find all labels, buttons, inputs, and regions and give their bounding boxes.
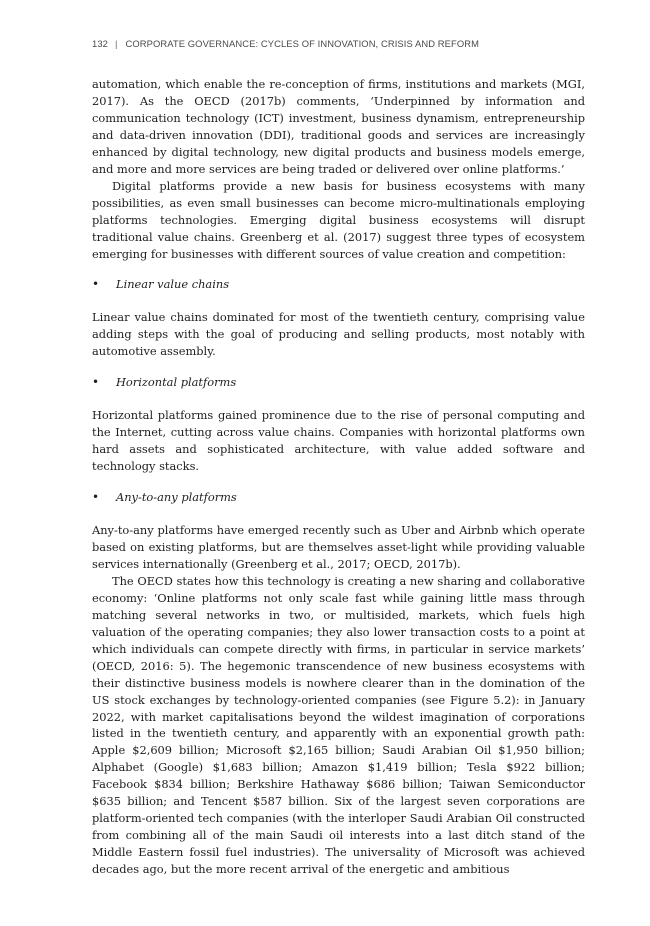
header-separator: | [114, 38, 118, 49]
paragraph-2: Digital platforms provide a new basis for business ecosystems with many possibilities, as even small businesses can become micro-multinationals employing platforms technologies. Emerging digital business ecosystems will disrupt traditional value chains. Greenberg et al. (2017) suggest three types of ecosystem emerging for businesses with different sources of value creation and competition: [92, 178, 585, 261]
paragraph-5: Any-to-any platforms have emerged recently such as Uber and Airbnb which operate based on existing platforms, but are themselves asset-light while providing valuable services internationally (Greenberg et al., 2017; OECD, 2017b). [92, 523, 585, 571]
bullet-label: Any-to-any platforms [116, 490, 237, 505]
paragraph-4: Horizontal platforms gained prominence due to the rise of personal computing and the Internet, cutting across value chains. Companies with horizontal platforms own hard assets and sophisticated architecture, with value added software and technology stacks. [92, 408, 585, 474]
paragraph-3: Linear value chains dominated for most of the twentieth century, comprising value adding steps with the goal of producing and selling products, most notably with automotive assembly. [92, 310, 585, 359]
running-head [92, 38, 479, 49]
bullet-label: Linear value chains [116, 277, 230, 292]
paragraph-1: automation, which enable the re-conception of firms, institutions and markets (MGI, 2017). As the OECD (2017b) comments, ‘Underpinned by information and communication technology (ICT) investment, business dynamism, entrepreneurship and data-driven innovation (DDI), traditional goods and services are increasingly enhanced by digital technology, new digital products and business models emerge, and more and more services are being traded or delivered over online platforms.’ [92, 77, 585, 176]
bullet-label: Horizontal platforms [116, 375, 237, 390]
paragraph-6: The OECD states how this technology is creating a new sharing and collaborative economy: ‘Online platforms not only scale fast while gaining little mass through matching several networks in two, or multisided, markets, which fuels high valuation of the operating companies; they also lower transaction costs to a point at which individuals can compete directly with firms, in particular in service markets’ (OECD, 2016: 5). The hegemonic transcendence of new business ecosystems with their distinctive business models is nowhere clearer than in the domination of the US stock exchanges by technology-oriented companies (see Figure 5.2): in January 2022, with market capitalisations beyond the wildest imagination of corporations listed in the twentieth century, and apparently with an exponential growth path: Apple $2,609 billion; Microsoft $2,165 billion; Saudi Arabian Oil $1,950 billion; Alphabet (Google) $1,683 billion; Amazon $1,419 billion; Tesla $922 billion; Facebook $834 billion; Berkshire Hathaway $686 billion; Taiwan Semiconductor $635 billion; and Tencent $587 billion. Six of the largest seven corporations are platform-oriented tech companies (with the interloper Saudi Arabian Oil constructed from combining all of the main Saudi oil interests into a last ditch stand of the Middle Eastern fossil fuel industries). The universality of Microsoft was achieved decades ago, but the more recent arrival of the energetic and ambitious [92, 573, 585, 877]
bullet-symbol: • [92, 490, 100, 505]
bullet-symbol: • [92, 277, 100, 292]
bullet-symbol: • [92, 375, 100, 390]
body-text [92, 76, 585, 878]
running-head-title: CORPORATE GOVERNANCE: CYCLES OF INNOVATION, CRISIS AND REFORM [125, 38, 480, 49]
bullet-item-linear-value-chains [92, 276, 585, 293]
bullet-item-horizontal-platforms [92, 374, 585, 391]
bullet-item-any-to-any-platforms [92, 489, 585, 506]
page-number: 132 [92, 38, 108, 49]
